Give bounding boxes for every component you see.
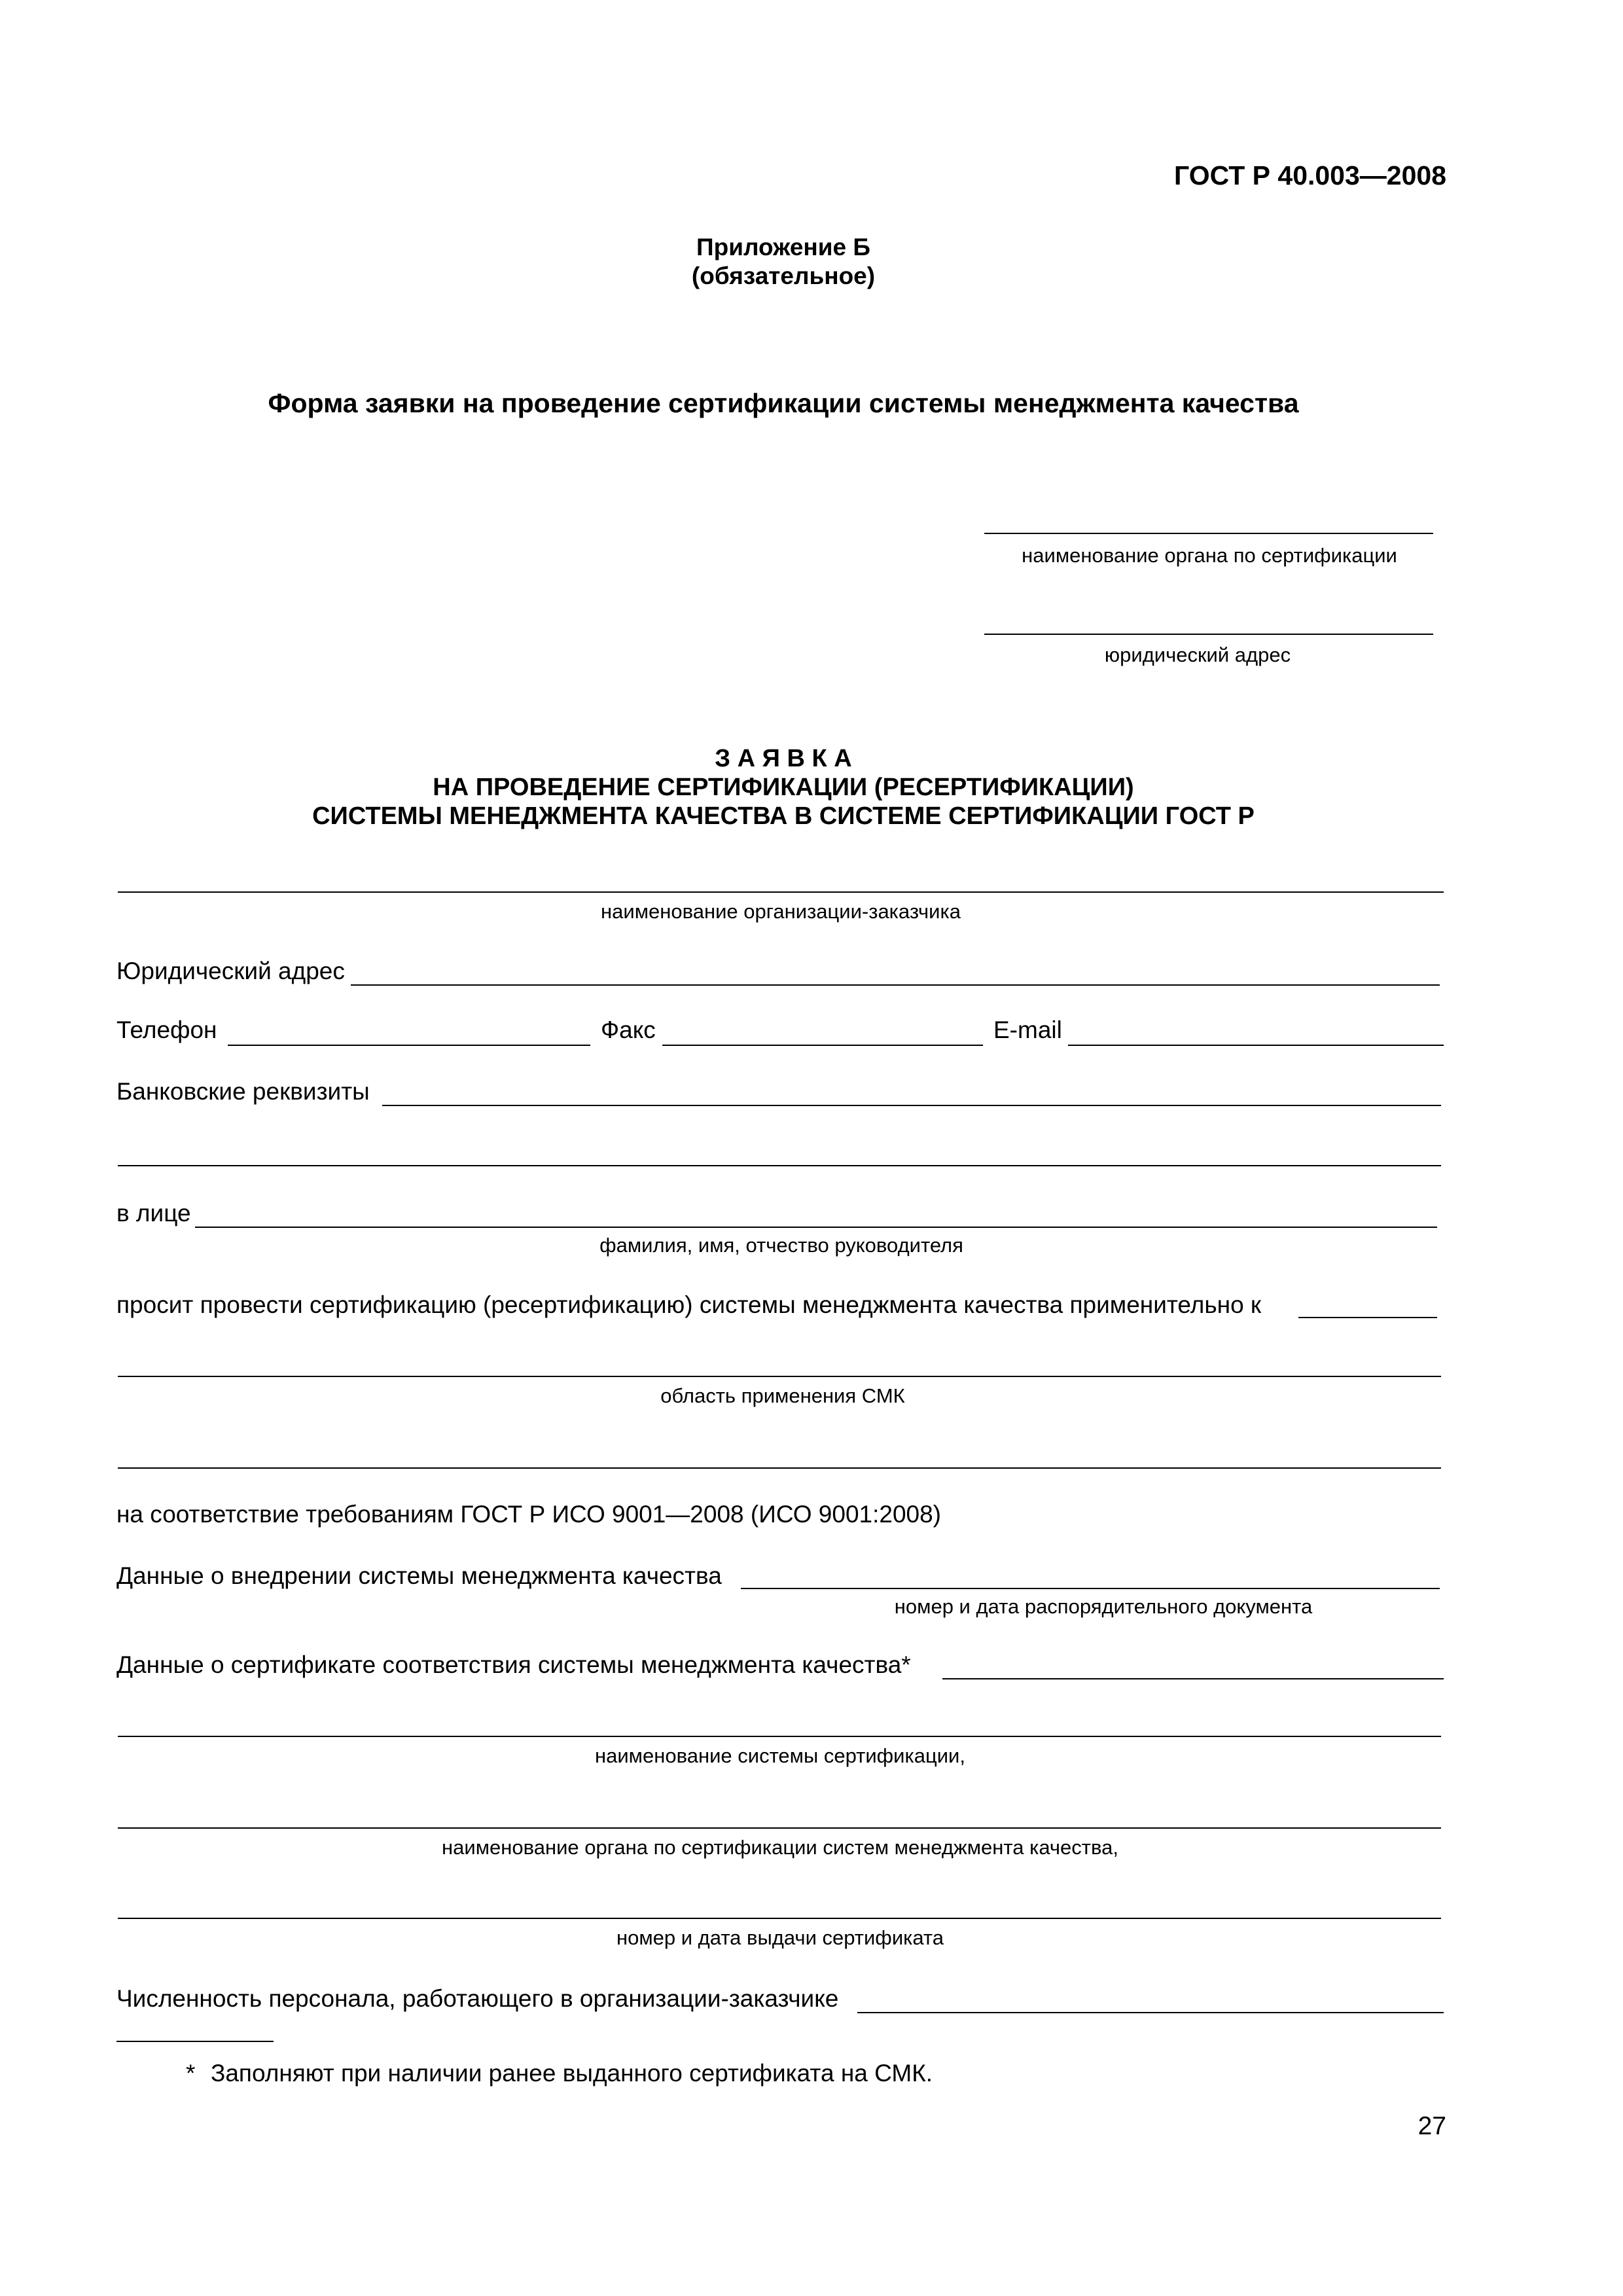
application-title-line2: НА ПРОВЕДЕНИЕ СЕРТИФИКАЦИИ (РЕСЕРТИФИКАЦИИ) [433, 774, 1134, 801]
implementation-label: Данные о внедрении системы менеджмента качества [116, 1562, 722, 1589]
cert-system-field[interactable] [118, 1736, 1441, 1737]
page-number: 27 [1418, 2112, 1446, 2140]
email-label: E-mail [993, 1016, 1062, 1043]
request-field-tail[interactable] [1298, 1317, 1437, 1318]
application-title-line3: СИСТЕМЫ МЕНЕДЖМЕНТА КАЧЕСТВА В СИСТЕМЕ СЕРТИФИКАЦИИ ГОСТ Р [312, 802, 1255, 830]
represented-by-label: в лице [116, 1200, 191, 1227]
cert-number-caption: номер и дата выдачи сертификата [616, 1926, 944, 1949]
staff-label: Численность персонала, работающего в организации-заказчике [116, 1985, 839, 2012]
bank-field[interactable] [382, 1105, 1441, 1106]
legal-address-label: Юридический адрес [116, 958, 345, 984]
phone-field[interactable] [228, 1045, 590, 1046]
legal-address-line[interactable] [984, 634, 1433, 635]
scope-field-extra[interactable] [118, 1467, 1441, 1469]
cert-system-caption: наименование системы сертификации, [595, 1744, 965, 1767]
cert-body-line[interactable] [984, 533, 1433, 534]
implementation-field[interactable] [741, 1588, 1440, 1589]
email-field[interactable] [1068, 1045, 1444, 1046]
form-title: Форма заявки на проведение сертификации системы менеджмента качества [268, 388, 1299, 418]
request-text: просит провести сертификацию (ресертификацию) системы менеджмента качества применительно к [116, 1291, 1262, 1318]
fax-field[interactable] [662, 1045, 983, 1046]
certificate-field[interactable] [942, 1678, 1444, 1679]
footnote-marker: * [186, 2060, 196, 2087]
head-name-field[interactable] [195, 1227, 1437, 1228]
footnote-separator [116, 2041, 274, 2042]
org-name-caption: наименование организации-заказчика [601, 900, 961, 923]
cert-body-qms-field[interactable] [118, 1827, 1441, 1829]
cert-body-qms-caption: наименование органа по сертификации систем менеджмента качества, [442, 1836, 1118, 1859]
fax-label: Факс [601, 1016, 656, 1043]
head-name-caption: фамилия, имя, отчество руководителя [599, 1234, 963, 1257]
scope-caption: область применения СМК [660, 1384, 905, 1407]
conformity-text: на соответствие требованиям ГОСТ Р ИСО 9001—2008 (ИСО 9001:2008) [116, 1501, 942, 1528]
certificate-label: Данные о сертификате соответствия системы менеджмента качества* [116, 1651, 911, 1678]
footnote-text: Заполняют при наличии ранее выданного сертификата на СМК. [211, 2060, 933, 2087]
appendix-title: Приложение Б [696, 234, 870, 260]
phone-label: Телефон [116, 1016, 217, 1043]
legal-address-caption: юридический адрес [1104, 643, 1291, 666]
staff-field[interactable] [857, 2012, 1444, 2013]
implementation-caption: номер и дата распорядительного документа [894, 1595, 1313, 1618]
org-name-line[interactable] [118, 891, 1444, 893]
cert-body-caption: наименование органа по сертификации [1022, 544, 1397, 567]
bank-field-extra[interactable] [118, 1165, 1441, 1166]
legal-address-field[interactable] [351, 984, 1440, 986]
scope-field[interactable] [118, 1376, 1441, 1377]
cert-number-field[interactable] [118, 1918, 1441, 1919]
appendix-status: (обязательное) [691, 262, 876, 289]
gost-number: ГОСТ Р 40.003—2008 [1174, 160, 1446, 190]
bank-label: Банковские реквизиты [116, 1078, 370, 1105]
application-title-line1: З А Я В К А [715, 745, 852, 772]
